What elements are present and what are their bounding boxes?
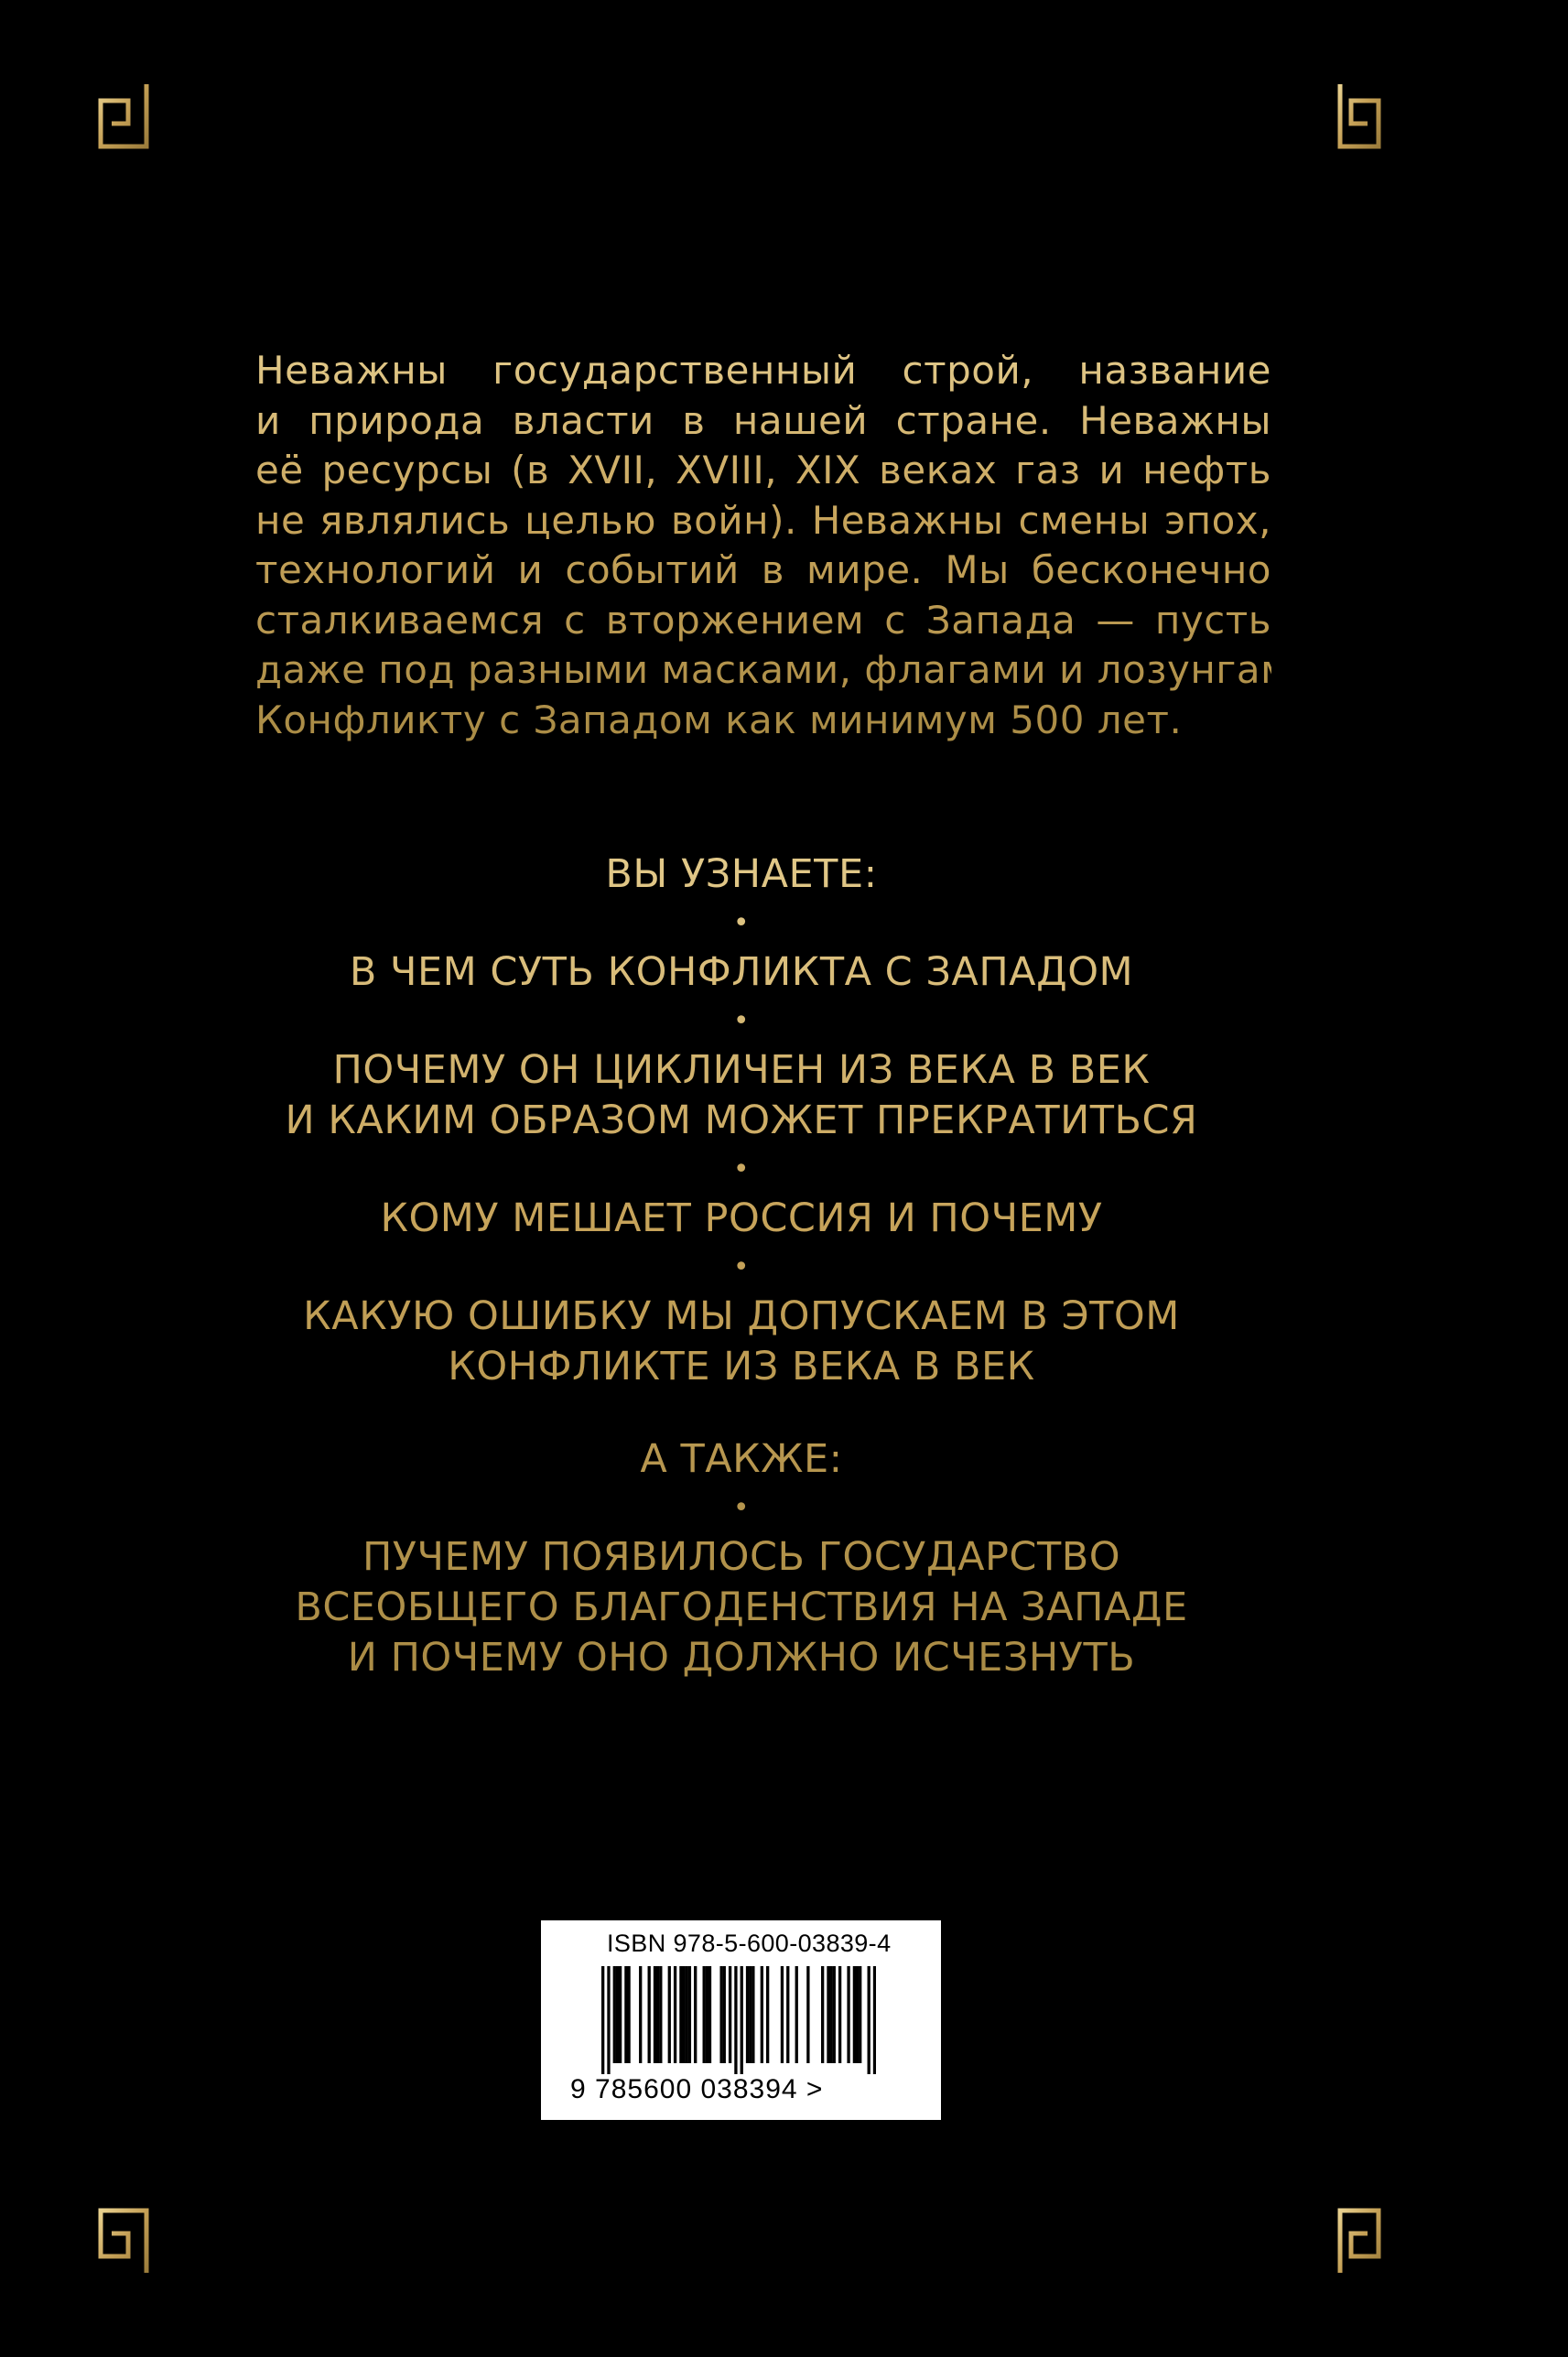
- barcode-bar: [682, 1966, 685, 2063]
- barcode-bar: [833, 1966, 836, 2063]
- feature-item: ПОЧЕМУ ОН ЦИКЛИЧЕН ИЗ ВЕКА В ВЕК: [332, 1047, 1151, 1093]
- also-heading: А ТАКЖЕ:: [640, 1436, 843, 1482]
- ean-digits: 9 785600 038394 >: [570, 2074, 824, 2104]
- features-list: [183, 849, 1300, 1683]
- barcode-bar: [806, 1966, 809, 2063]
- intro-line: Конфликту с Западом как минимум 500 лет.: [255, 697, 1183, 742]
- barcode-bar: [868, 1966, 871, 2074]
- barcode-bar: [627, 1966, 630, 2063]
- intro-line: её ресурсы (в XVII, XVIII, XIX веках газ и нефть: [255, 448, 1271, 492]
- bullet: •: [732, 1251, 751, 1283]
- barcode-bar: [746, 1966, 749, 2063]
- barcode-bar: [856, 1966, 859, 2063]
- barcode-bar: [719, 1966, 722, 2063]
- barcode-bar: [703, 1966, 706, 2063]
- bullet: •: [732, 1005, 751, 1037]
- barcode-bar: [601, 1966, 604, 2074]
- intro-line: технологий и событий в мире. Мы бесконечно: [255, 547, 1271, 592]
- barcode-bar: [668, 1966, 671, 2063]
- barcode-bar: [741, 1966, 743, 2074]
- barcode-bar: [723, 1966, 726, 2063]
- intro-line: и природа власти в нашей стране. Неважны: [255, 397, 1271, 443]
- isbn-barcode-box: [541, 1920, 941, 2120]
- intro-line: не являлись целью войн). Неважны смены эпох,: [255, 497, 1271, 543]
- intro-paragraph: [255, 346, 1328, 745]
- barcode-bar: [613, 1966, 616, 2063]
- intro-line: Неважны государственный строй, название: [255, 348, 1271, 393]
- barcode-bar: [827, 1966, 829, 2063]
- barcode-bar: [706, 1966, 708, 2063]
- barcode-bar: [688, 1966, 691, 2063]
- barcode-bar: [734, 1966, 737, 2074]
- intro-line: сталкиваемся с вторжением с Запада — пусть: [255, 597, 1271, 643]
- barcode-bar: [674, 1966, 676, 2063]
- barcode-bar: [859, 1966, 861, 2063]
- barcode-bar: [847, 1966, 849, 2063]
- barcode-bar: [694, 1966, 697, 2063]
- also-item: ПУЧЕМУ ПОЯВИЛОСЬ ГОСУДАРСТВО: [362, 1534, 1121, 1580]
- feature-item: И КАКИМ ОБРАЗОМ МОЖЕТ ПРЕКРАТИТЬСЯ: [285, 1097, 1198, 1143]
- barcode-bar: [786, 1966, 789, 2063]
- intro-line: даже под разными масками, флагами и лозунгами.: [255, 647, 1328, 692]
- feature-item: КАКУЮ ОШИБКУ МЫ ДОПУСКАЕМ В ЭТОМ: [303, 1293, 1180, 1339]
- barcode-bar: [659, 1966, 662, 2063]
- barcode-bar: [729, 1966, 731, 2063]
- barcode-bar: [648, 1966, 651, 2063]
- barcode-bar: [607, 1966, 610, 2074]
- barcode-bar: [708, 1966, 711, 2063]
- barcode-bar: [619, 1966, 622, 2063]
- features-heading: ВЫ УЗНАЕТЕ:: [605, 851, 878, 897]
- feature-item: КОМУ МЕШАЕТ РОССИЯ И ПОЧЕМУ: [380, 1195, 1103, 1241]
- barcode-bar: [821, 1966, 824, 2063]
- barcode-bar: [781, 1966, 784, 2063]
- feature-item: КОНФЛИКТЕ ИЗ ВЕКА В ВЕК: [448, 1344, 1035, 1389]
- feature-item: В ЧЕМ СУТЬ КОНФЛИКТА С ЗАПАДОМ: [349, 949, 1134, 995]
- bullet: •: [732, 1153, 751, 1185]
- barcode-bar: [761, 1966, 763, 2063]
- barcode-bar: [829, 1966, 832, 2063]
- barcode-bar: [686, 1966, 688, 2063]
- barcode-bar: [656, 1966, 659, 2063]
- barcode-bar: [639, 1966, 642, 2063]
- barcode-bar: [654, 1966, 656, 2063]
- barcode-bar: [795, 1966, 798, 2063]
- also-item: ВСЕОБЩЕГО БЛАГОДЕНСТВИЯ НА ЗАПАДЕ: [295, 1584, 1188, 1630]
- bullet: •: [732, 907, 751, 939]
- barcode-bar: [616, 1966, 619, 2063]
- bullet: •: [732, 1492, 751, 1524]
- barcode-bar: [838, 1966, 841, 2063]
- barcode-bar: [752, 1966, 754, 2063]
- barcode-bar: [624, 1966, 627, 2063]
- barcode-bar: [749, 1966, 752, 2063]
- also-item: И ПОЧЕМУ ОНО ДОЛЖНО ИСЧЕЗНУТЬ: [347, 1635, 1136, 1681]
- barcode-bar: [853, 1966, 856, 2063]
- barcode-bar: [766, 1966, 769, 2063]
- barcode-bar: [679, 1966, 682, 2063]
- barcode: [601, 1966, 876, 2074]
- barcode-bar: [873, 1966, 876, 2074]
- isbn-label: ISBN 978-5-600-03839-4: [607, 1930, 892, 1957]
